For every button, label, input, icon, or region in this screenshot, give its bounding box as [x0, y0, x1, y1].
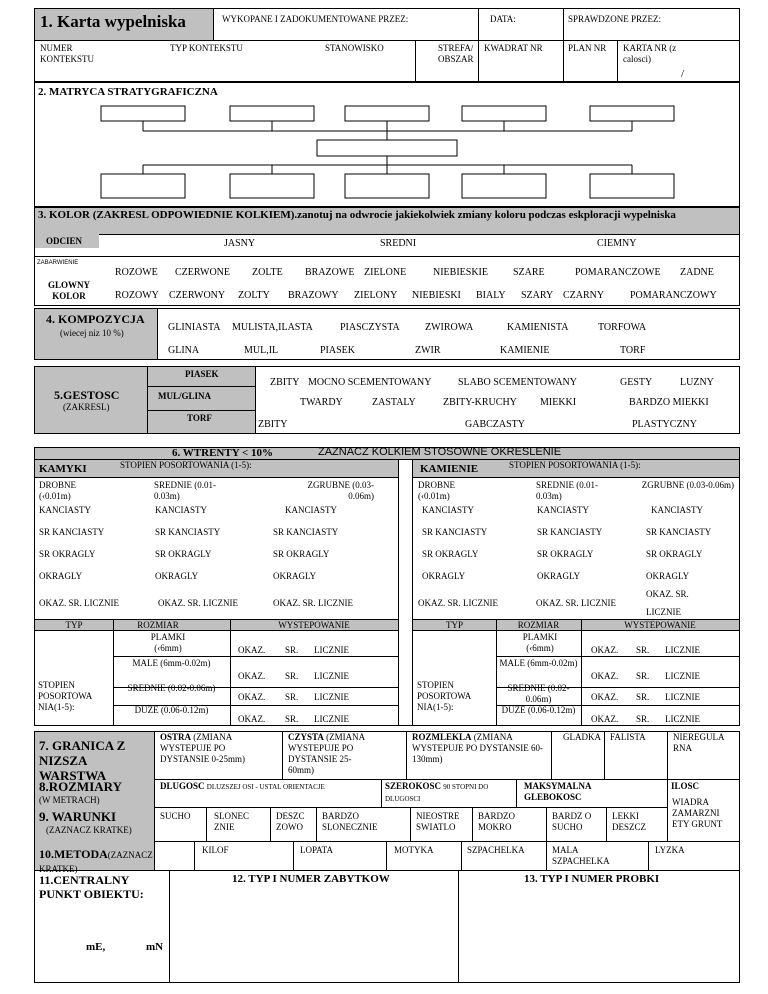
rocks-r5c3a[interactable]: OKAZ. SR. — [646, 589, 689, 599]
comp-silt[interactable]: MUL,IL — [244, 345, 279, 356]
dimension-width[interactable] — [385, 781, 515, 805]
context-type-label: TYP KONTEKSTU — [170, 43, 243, 53]
rocks-r1c1[interactable]: KANCIASTY — [422, 505, 475, 515]
zone-label: STREFA/ OBSZAR — [438, 43, 474, 64]
shade-medium[interactable]: SREDNI — [380, 238, 417, 249]
conditions-title: 9. WARUNKI — [39, 809, 117, 824]
density-sand-label: PIASEK — [185, 369, 219, 379]
stones-r3c1[interactable]: SR OKRAGLY — [39, 549, 96, 559]
stones-size-header: ROZMIAR — [137, 620, 179, 630]
dimensions-unit: (W METRACH) — [39, 795, 100, 805]
width-note: 90 STOPNI DO DLUGOSCI — [385, 783, 489, 803]
cond-frozen[interactable]: WIADRA ZAMARZNI ETY GRUNT — [672, 797, 723, 829]
matrix-title: 2. MATRYCA STRATYGRAFICZNA — [38, 86, 218, 98]
cond-dry[interactable]: SUCHO — [160, 811, 191, 821]
stones-sorting-degree: STOPIEN POSORTOWA NIA(1-5): — [38, 680, 92, 712]
dimensions-title: 8.ROZMIARY — [39, 779, 122, 794]
density-silt-hard[interactable]: TWARDY — [300, 397, 343, 408]
boundary-clear-label: CZYSTA — [288, 732, 324, 742]
boundary-sharp-note: (ZMIANA WYSTEPUJE PO DYSTANSIE 0-25mm) — [160, 732, 246, 764]
tint-green[interactable]: ZIELONE — [364, 267, 407, 278]
stones-r5c3[interactable]: OKAZ. SR. LICZNIE — [273, 598, 353, 608]
density-silt-label: MUL/GLINA — [158, 391, 212, 401]
coordinate-me[interactable]: mE, — [86, 941, 106, 953]
comp-clayey[interactable]: GLINIASTA — [168, 322, 221, 333]
boundary-wavy[interactable]: FALISTA — [610, 732, 646, 742]
main-grey[interactable]: SZARY — [521, 290, 554, 301]
card-number-label: KARTA NR (z calosci) — [623, 43, 677, 64]
rocks-size-small: MALE (6mm-0.02m) — [499, 658, 578, 668]
rocks-occ3-few[interactable]: OKAZ. — [591, 692, 619, 702]
stones-r3c3[interactable]: SR OKRAGLY — [273, 549, 330, 559]
method-trowel[interactable]: SZPACHELKA — [467, 845, 525, 855]
tint-blue[interactable]: NIEBIESKIE — [433, 267, 488, 278]
rocks-sorting: STOPIEN POSORTOWANIA (1-5): — [509, 460, 641, 470]
rocks-occ1-few[interactable]: OKAZ. — [591, 645, 619, 655]
comp-stones[interactable]: KAMIENIE — [500, 345, 550, 356]
rocks-occ4-few[interactable]: OKAZ. — [591, 714, 619, 724]
boundary-diffuse-note: (ZMIANA WYSTEPUJE PO DYSTANSIE 60-130mm) — [412, 732, 544, 764]
dimension-depth[interactable]: MAKSYMALNA GLEBOKOSC — [524, 781, 591, 802]
main-white[interactable]: BIALY — [476, 290, 506, 301]
stones-occ1-mid[interactable]: SR. — [285, 645, 299, 655]
square-label: KWADRAT NR — [484, 43, 543, 53]
stones-r3c2[interactable]: SR OKRAGLY — [155, 549, 212, 559]
rocks-size-medium: SREDNIE (0.02-0.06m) — [507, 683, 570, 704]
stones-r1c2[interactable]: KANCIASTY — [155, 505, 208, 515]
stones-size-large: DUZE (0.06-0.12m) — [134, 705, 209, 715]
rocks-r2c1[interactable]: SR KANCIASTY — [422, 527, 488, 537]
rocks-sorting-degree: STOPIEN POSORTOWA NIA(1-5): — [417, 680, 471, 712]
site-label: STANOWISKO — [325, 43, 384, 53]
stones-fine: DROBNE (‹0.01m) — [39, 480, 77, 501]
comp-stony[interactable]: KAMIENISTA — [507, 322, 569, 333]
density-peat-plastic[interactable]: PLASTYCZNY — [632, 419, 698, 430]
density-silt-soft[interactable]: MIEKKI — [540, 397, 577, 408]
length-label: DLUGOSC — [160, 781, 205, 791]
stones-sorting: STOPIEN POSORTOWANIA (1-5): — [120, 460, 252, 470]
rocks-r4c2[interactable]: OKRAGLY — [537, 571, 581, 581]
rocks-coarse: ZGRUBNE (0.03-0.06m) — [641, 480, 734, 490]
stones-occ2-many[interactable]: LICZNIE — [314, 671, 349, 681]
width-label: SZEROKOSC — [385, 781, 442, 791]
stones-occ4-mid[interactable]: SR. — [285, 714, 299, 724]
comp-clay[interactable]: GLINA — [168, 345, 200, 356]
density-title: 5.GESTOSC — [54, 388, 120, 402]
boundary-clear-note: (ZMIANA WYSTEPUJE PO DYSTANSIE 25-60mm) — [288, 732, 365, 775]
density-peat-compact[interactable]: ZBITY — [258, 419, 288, 430]
shade-dark[interactable]: CIEMNY — [597, 238, 637, 249]
boundary-irregular[interactable]: NIEREGULA RNA — [673, 732, 724, 753]
density-peat-spongy[interactable]: GABCZASTY — [465, 419, 526, 430]
main-brown[interactable]: BRAZOWY — [288, 290, 339, 301]
rocks-r5c1[interactable]: OKAZ. SR. LICZNIE — [418, 598, 498, 608]
stones-occ1-many[interactable]: LICZNIE — [314, 645, 349, 655]
density-sand-weak[interactable]: SLABO SCEMENTOWANY — [458, 377, 577, 388]
stones-medium: SREDNIE (0.01-0.03m) — [154, 480, 216, 501]
rocks-label: KAMIENIE — [420, 463, 479, 475]
length-note: DLUZSZEJ OSI - USTAL ORIENTACJE — [206, 783, 325, 791]
density-peat-label: TORF — [187, 413, 212, 423]
stones-size-medium: SREDNIE (0.02-0.06m) — [127, 683, 216, 693]
comp-silty[interactable]: MULISTA,ILASTA — [232, 322, 313, 333]
stones-r4c3[interactable]: OKRAGLY — [273, 571, 317, 581]
comp-sandy[interactable]: PIASCZYSTA — [340, 322, 400, 333]
tint-red[interactable]: CZERWONE — [175, 267, 230, 278]
cond-light-rain[interactable]: LEKKI DESZCZ — [612, 811, 647, 832]
rocks-occ2-mid[interactable]: SR. — [636, 671, 650, 681]
stones-occ2-few[interactable]: OKAZ. — [238, 671, 266, 681]
card-title: 1. Karta wypelniska — [40, 12, 186, 31]
rocks-r2c2[interactable]: SR KANCIASTY — [537, 527, 603, 537]
boundary-diffuse-label: ROZMLEKLA — [412, 732, 472, 742]
method-mattock[interactable]: MOTYKA — [394, 845, 434, 855]
rocks-r4c1[interactable]: OKRAGLY — [422, 571, 466, 581]
main-red[interactable]: CZERWONY — [169, 290, 226, 301]
stones-occ3-few[interactable]: OKAZ. — [238, 692, 266, 702]
stones-occ-header: WYSTEPOWANIE — [278, 620, 350, 630]
method-subtitle: (ZAZNACZ KRATKE) — [39, 850, 153, 874]
boundary-clear[interactable] — [288, 732, 376, 776]
stones-r2c3[interactable]: SR KANCIASTY — [273, 527, 339, 537]
main-pink[interactable]: ROZOWY — [115, 290, 159, 301]
main-orange[interactable]: POMARANCZOWY — [630, 290, 717, 301]
density-sand-loose[interactable]: LUZNY — [680, 377, 714, 388]
tint-yellow[interactable]: ZOLTE — [252, 267, 283, 278]
boundary-smooth[interactable]: GLADKA — [563, 732, 601, 742]
plan-label: PLAN NR — [568, 43, 607, 53]
stones-r5c1[interactable]: OKAZ. SR. LICZNIE — [39, 598, 119, 608]
comp-gravelly[interactable]: ZWIROWA — [425, 322, 474, 333]
color-title: 3. KOLOR (ZAKRESL ODPOWIEDNIE KOLKIEM).zanotuj na odwrocie jakiekolwiek zmiany koloru podczas eskploracji wypelniska — [38, 209, 676, 221]
rocks-occ4-many[interactable]: LICZNIE — [665, 714, 700, 724]
dimension-length[interactable] — [160, 781, 380, 793]
dug-by-label: WYKOPANE I ZADOKUMENTOWANE PRZEZ: — [222, 14, 409, 24]
tint-orange[interactable]: POMARANCZOWE — [575, 267, 661, 278]
composition-title: 4. KOMPOZYCJA — [46, 312, 145, 326]
stones-r4c2[interactable]: OKRAGLY — [155, 571, 199, 581]
comp-sand[interactable]: PIASEK — [320, 345, 356, 356]
rocks-occ4-mid[interactable]: SR. — [636, 714, 650, 724]
tint-grey[interactable]: SZARE — [513, 267, 545, 278]
density-sand-dense[interactable]: GESTY — [620, 377, 653, 388]
cond-sunny[interactable]: SLONEC ZNIE — [214, 811, 250, 832]
cond-very-dry[interactable]: BARDZ O SUCHO — [552, 811, 592, 832]
artifacts-label: 12. TYP I NUMER ZABYTKOW — [232, 873, 390, 885]
main-black[interactable]: CZARNY — [563, 290, 605, 301]
stratigraphic-matrix-diagram[interactable] — [90, 100, 690, 202]
rocks-occ3-many[interactable]: LICZNIE — [665, 692, 700, 702]
rocks-r5c3b[interactable]: LICZNIE — [646, 607, 681, 617]
coordinate-mn[interactable]: mN — [146, 941, 164, 953]
density-sand-strong[interactable]: MOCNO SCEMENTOWANY — [308, 377, 432, 388]
context-number-label: NUMER KONTEKSTU — [40, 43, 94, 64]
density-subtitle: (ZAKRESL) — [63, 402, 110, 412]
samples-label: 13. TYP I NUMER PROBKI — [524, 873, 660, 885]
dimension-count[interactable]: ILOSC — [671, 781, 700, 791]
tint-pink[interactable]: ROZOWE — [115, 267, 158, 278]
cond-very-wet[interactable]: BARDZO MOKRO — [478, 811, 516, 832]
boundary-title: 7. GRANICA Z NIZSZA WARSTWA — [39, 738, 126, 783]
method-shovel[interactable]: LOPATA — [300, 845, 333, 855]
density-sand-compact[interactable]: ZBITY — [270, 377, 300, 388]
inclusions-title: 6. WTRENTY < 10% — [172, 447, 274, 459]
shade-light[interactable]: JASNY — [224, 238, 256, 249]
stones-occ4-many[interactable]: LICZNIE — [314, 714, 349, 724]
stones-r5c2[interactable]: OKAZ. SR. LICZNIE — [158, 598, 238, 608]
checked-by-label: SPRAWDZONE PRZEZ: — [568, 14, 662, 24]
stones-r1c1[interactable]: KANCIASTY — [39, 505, 92, 515]
stones-r2c1[interactable]: SR KANCIASTY — [39, 527, 105, 537]
rocks-occ-header: WYSTEPOWANIE — [624, 620, 696, 630]
rocks-r1c2[interactable]: KANCIASTY — [537, 505, 590, 515]
rocks-r1c3[interactable]: KANCIASTY — [651, 505, 704, 515]
main-color-label: GLOWNY KOLOR — [47, 280, 90, 301]
boundary-sharp-label: OSTRA — [160, 732, 192, 742]
rocks-r4c3[interactable]: OKRAGLY — [646, 571, 690, 581]
rocks-r3c3[interactable]: SR OKRAGLY — [646, 549, 703, 559]
main-green[interactable]: ZIELONY — [354, 290, 398, 301]
conditions-subtitle: (ZAZNACZ KRATKE) — [46, 825, 132, 835]
stones-size-specks: PLAMKI (‹6mm) — [150, 632, 186, 653]
rocks-r3c2[interactable]: SR OKRAGLY — [537, 549, 594, 559]
density-silt-very-soft[interactable]: BARDZO MIEKKI — [629, 397, 709, 408]
cond-rainy[interactable]: DESZC ZOWO — [276, 811, 305, 832]
date-label: DATA: — [490, 14, 516, 24]
rocks-medium: SREDNIE (0.01-0.03m) — [536, 480, 598, 501]
tint-brown[interactable]: BRAZOWE — [305, 267, 355, 278]
tint-label: ZABARWIENIE — [37, 260, 79, 266]
stones-occ3-many[interactable]: LICZNIE — [314, 692, 349, 702]
stones-r1c3[interactable]: KANCIASTY — [285, 505, 338, 515]
boundary-sharp[interactable] — [160, 732, 275, 765]
stones-r4c1[interactable]: OKRAGLY — [39, 571, 83, 581]
method-pick[interactable]: KILOF — [202, 845, 229, 855]
center-point-label: 11.CENTRALNY PUNKT OBIEKTU: — [39, 873, 144, 901]
rocks-occ1-many[interactable]: LICZNIE — [665, 645, 700, 655]
rocks-size-header: ROZMIAR — [517, 620, 560, 630]
tint-none[interactable]: ZADNE — [680, 267, 714, 278]
inclusions-instruction: ZAZNACZ KOLKIEM STOSOWNE OKRESLENIE — [318, 446, 562, 458]
method-title-text: 10.METODA — [39, 847, 108, 861]
boundary-diffuse[interactable] — [412, 732, 552, 765]
comp-gravel[interactable]: ZWIR — [415, 345, 441, 356]
density-silt-stiff[interactable]: ZASTALY — [372, 397, 416, 408]
stones-size-small: MALE (6mm-0.02m) — [132, 658, 211, 668]
comp-peaty[interactable]: TORFOWA — [598, 322, 647, 333]
stones-occ4-few[interactable]: OKAZ. — [238, 714, 266, 724]
method-spoon[interactable]: LYZKA — [655, 845, 685, 855]
rocks-occ2-many[interactable]: LICZNIE — [665, 671, 700, 681]
rocks-occ2-few[interactable]: OKAZ. — [591, 671, 619, 681]
stones-coarse: ZGRUBNE (0.03-0.06m) — [307, 480, 374, 501]
stones-r2c2[interactable]: SR KANCIASTY — [155, 527, 221, 537]
cond-very-sunny[interactable]: BARDZO SLONECZNIE — [322, 811, 378, 832]
rocks-type-header: TYP — [445, 620, 463, 630]
stones-type-header: TYP — [65, 620, 83, 630]
rocks-occ3-mid[interactable]: SR. — [636, 692, 650, 702]
rocks-r5c2[interactable]: OKAZ. SR. LICZNIE — [536, 598, 616, 608]
stones-occ3-mid[interactable]: SR. — [285, 692, 299, 702]
composition-subtitle: (wiecej niz 10 %) — [60, 328, 124, 338]
method-title — [39, 848, 154, 876]
main-yellow[interactable]: ZOLTY — [238, 290, 270, 301]
stones-occ1-few[interactable]: OKAZ. — [238, 645, 266, 655]
rocks-occ1-mid[interactable]: SR. — [636, 645, 650, 655]
rocks-r2c3[interactable]: SR KANCIASTY — [646, 527, 712, 537]
stones-occ2-mid[interactable]: SR. — [285, 671, 299, 681]
shade-label: ODCIEN — [46, 236, 83, 246]
cond-dim-light[interactable]: NIEOSTRE SWIATLO — [416, 811, 460, 832]
rocks-fine: DROBNE (‹0.01m) — [418, 480, 456, 501]
main-blue[interactable]: NIEBIESKI — [412, 290, 461, 301]
method-small-trowel[interactable]: MALA SZPACHELKA — [552, 845, 610, 866]
comp-peat[interactable]: TORF — [620, 345, 646, 356]
card-slash: / — [681, 68, 685, 80]
stones-label: KAMYKI — [39, 463, 87, 475]
rocks-size-large: DUZE (0.06-0.12m) — [501, 705, 576, 715]
rocks-r3c1[interactable]: SR OKRAGLY — [422, 549, 479, 559]
density-silt-friable[interactable]: ZBITY-KRUCHY — [443, 397, 517, 408]
rocks-size-specks: PLAMKI (‹6mm) — [522, 632, 558, 653]
